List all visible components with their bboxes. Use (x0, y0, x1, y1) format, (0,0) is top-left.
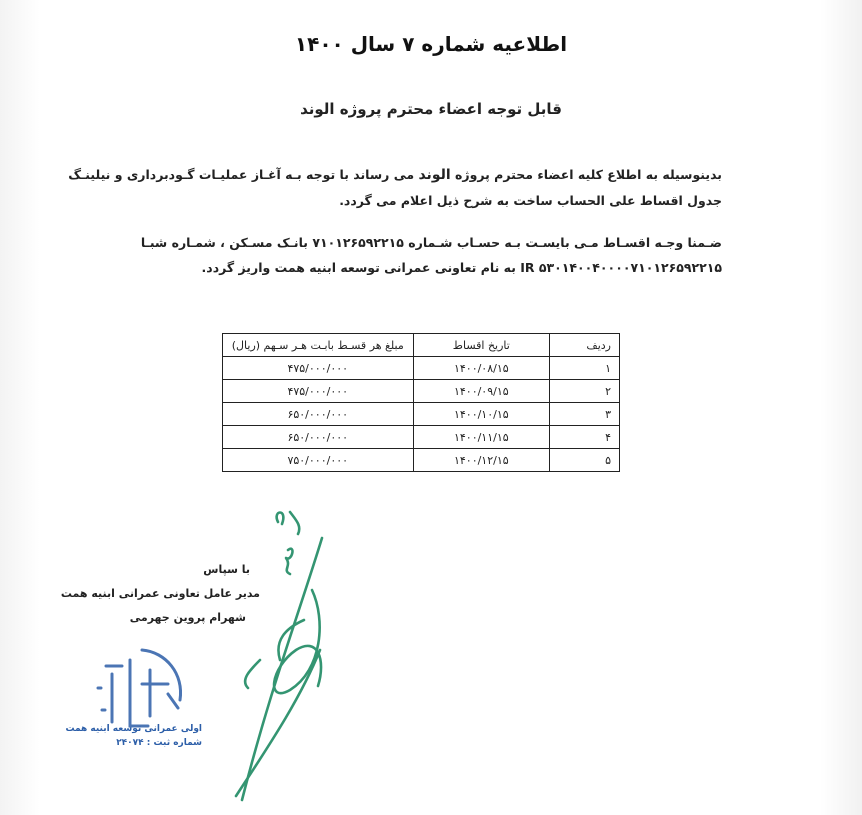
paragraph-intro-line-2: جدول اقساط علی الحساب ساخت به شرح ذیل اعلام می گردد. (339, 193, 722, 208)
announcement-subtitle: قابل توجه اعضاء محترم پروژه الوند (300, 100, 562, 118)
table-row (223, 357, 620, 380)
cell-amount: ۶۵۰/۰۰۰/۰۰۰ (223, 403, 414, 426)
intro-text-start: بدینوسیله به اطلاع کلیه اعضاء محترم پروژه (450, 167, 722, 182)
paragraph-payment-line-1: ضـمنا وجـه اقسـاط مـی بایسـت بـه حسـاب شـماره ۷۱۰۱۲۶۵۹۲۲۱۵ بانـک مسـکن ، شمـاره شبـا (140, 235, 722, 250)
closing-text: با سپاس (203, 563, 250, 576)
header-installment-date: تاریخ اقساط (413, 334, 550, 357)
signer-position: مدیر عامل تعاونی عمرانی ابنیه همت (60, 587, 260, 600)
cell-row-number: ۳ (550, 403, 620, 426)
cell-amount: ۷۵۰/۰۰۰/۰۰۰ (223, 449, 414, 472)
table-row (223, 380, 620, 403)
project-name: الوند (418, 167, 451, 183)
header-installment-amount: مبلغ هر قسـط بابـت هـر سـهم (ریال) (223, 334, 414, 357)
cell-amount: ۴۷۵/۰۰۰/۰۰۰ (223, 380, 414, 403)
table-row (223, 449, 620, 472)
cell-row-number: ۵ (550, 449, 620, 472)
cell-amount: ۶۵۰/۰۰۰/۰۰۰ (223, 426, 414, 449)
table-row (223, 426, 620, 449)
paragraph-payment-line-2: IR ۵۳۰۱۴۰۰۴۰۰۰۰۷۱۰۱۲۶۵۹۲۲۱۵ به نام تعاونی عمرانی توسعه ابنیه همت واریز گردد. (201, 260, 722, 275)
signer-name: شهرام پروین جهرمی (129, 611, 246, 624)
cell-date: ۱۴۰۰/۱۲/۱۵ (413, 449, 550, 472)
cell-row-number: ۲ (550, 380, 620, 403)
cell-row-number: ۱ (550, 357, 620, 380)
intro-text-end: می رساند با توجه بـه آغـاز عملیـات گـودبرداری و نیلینـگ (68, 167, 419, 182)
cell-amount: ۴۷۵/۰۰۰/۰۰۰ (223, 357, 414, 380)
header-row-number: ردیف (550, 334, 620, 357)
cell-date: ۱۴۰۰/۰۸/۱۵ (413, 357, 550, 380)
cell-date: ۱۴۰۰/۰۹/۱۵ (413, 380, 550, 403)
company-stamp-text (65, 722, 202, 750)
cell-date: ۱۴۰۰/۱۱/۱۵ (413, 426, 550, 449)
installment-table (222, 333, 620, 472)
table-header-row (223, 334, 620, 357)
stamp-registration-number: شماره ثبت : ۲۴۰۷۴ (116, 738, 202, 748)
paragraph-intro (68, 162, 722, 213)
cell-row-number: ۴ (550, 426, 620, 449)
table-row (223, 403, 620, 426)
cell-date: ۱۴۰۰/۱۰/۱۵ (413, 403, 550, 426)
paragraph-payment (110, 230, 722, 280)
handwritten-signature (200, 500, 360, 810)
paragraph-intro-line-1 (68, 162, 722, 188)
announcement-title: اطلاعیه شماره ۷ سال ۱۴۰۰ (294, 32, 568, 56)
stamp-company-name: اولی عمرانی توسعه ابنیه همت (65, 724, 202, 734)
